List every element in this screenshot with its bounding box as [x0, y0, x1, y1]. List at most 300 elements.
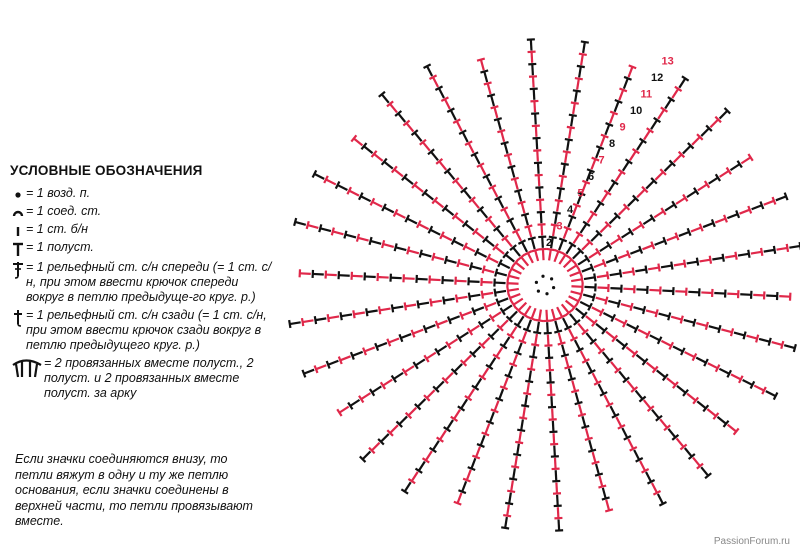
stitch-symbol	[571, 283, 582, 291]
stitch-symbol	[643, 215, 654, 224]
stitch-symbol	[395, 243, 407, 251]
stitch-symbol	[420, 250, 432, 258]
stitch-symbol	[339, 356, 351, 364]
stitch-symbol	[412, 182, 423, 192]
stitch-symbol	[679, 228, 691, 236]
stitch-symbol	[491, 106, 499, 118]
stitch-symbol	[743, 380, 755, 389]
stitch-symbol	[528, 52, 536, 63]
stitch-symbol	[422, 190, 433, 200]
stitch-symbol	[494, 279, 505, 287]
stitch-symbol	[415, 462, 424, 473]
stitch-symbol	[610, 112, 618, 124]
stitch-symbol	[456, 295, 467, 303]
stitch-symbol	[451, 410, 460, 421]
stitch-symbol	[507, 480, 515, 491]
stitch-symbol	[454, 493, 462, 505]
stitch-symbol	[527, 358, 535, 369]
stitch-symbol	[753, 291, 764, 299]
stitch-symbol	[640, 461, 649, 473]
stitch-symbol	[649, 287, 660, 295]
stitch-symbol	[616, 339, 627, 349]
stitch-symbol	[382, 240, 394, 248]
stitch-symbol	[720, 108, 731, 119]
stitch-symbol	[544, 335, 552, 346]
stitch-symbol	[417, 221, 429, 230]
stitch-symbol	[696, 322, 708, 330]
center-chain-dot	[541, 275, 544, 278]
stitch-symbol	[579, 54, 587, 65]
stitch-symbol	[605, 395, 614, 407]
stitch-symbol	[429, 75, 438, 87]
stitch-symbol	[764, 246, 775, 254]
stitch-symbol	[497, 130, 505, 142]
stitch-symbol	[589, 249, 600, 258]
stitch-symbol	[359, 193, 371, 202]
stitch-symbol	[302, 318, 313, 326]
stitch-symbol	[584, 273, 595, 281]
stitch-symbol	[584, 283, 595, 291]
stitch-symbol	[708, 363, 720, 372]
stitch-symbol	[412, 330, 424, 338]
stitch-symbol	[667, 378, 678, 388]
stitch-symbol	[563, 318, 572, 330]
stitch-symbol	[549, 409, 557, 420]
stitch-symbol	[633, 222, 644, 231]
legend-title: УСЛОВНЫЕ ОБОЗНАЧЕНИЯ	[10, 163, 203, 178]
stitch-symbol	[407, 247, 419, 255]
stitch-symbol	[435, 346, 446, 355]
stitch-symbol	[392, 373, 403, 382]
stitch-symbol	[379, 306, 390, 314]
stitch-symbol	[717, 417, 728, 427]
stitch-symbol	[444, 420, 453, 431]
stitch-symbol	[673, 346, 685, 355]
stitch-symbol	[616, 170, 625, 181]
stitch-symbol	[606, 255, 618, 263]
stitch-symbol	[784, 344, 796, 352]
stitch-symbol	[430, 441, 439, 452]
stitch-symbol	[740, 291, 751, 299]
round-label: 8	[609, 138, 616, 150]
stitch-symbol	[547, 372, 555, 383]
stitch-symbol	[405, 302, 416, 310]
stitch-symbol	[539, 249, 547, 260]
legend-item-cluster: = 2 провязанных вместе полуст., 2 полуст. и 2 провязанных вместе полуст. за арку	[10, 356, 275, 401]
stitch-symbol	[564, 227, 572, 239]
stitch-symbol	[661, 341, 673, 350]
stitch-symbol	[596, 297, 608, 305]
stitch-symbol	[766, 292, 777, 300]
stitch-symbol	[487, 94, 495, 106]
stitch-symbol	[443, 297, 454, 305]
stitch-symbol	[777, 244, 788, 252]
stitch-symbol	[602, 190, 611, 201]
stitch-symbol	[533, 138, 541, 149]
stitch-symbol	[493, 244, 504, 254]
stitch-symbol	[372, 151, 383, 161]
stitch-symbol	[575, 392, 583, 404]
stitch-symbol	[642, 242, 654, 250]
stitch-symbol	[473, 228, 484, 238]
stitch-symbol	[429, 226, 441, 235]
stitch-symbol	[652, 483, 661, 495]
stitch-symbol	[543, 310, 551, 321]
stitch-symbol	[495, 269, 507, 277]
stitch-symbol	[523, 320, 531, 332]
stitch-symbol	[472, 379, 481, 390]
stitch-symbol	[481, 278, 492, 286]
stitch-symbol	[525, 225, 533, 237]
stitch-symbol	[679, 76, 688, 87]
stitch-symbol	[587, 362, 596, 374]
stitch-symbol	[442, 276, 453, 284]
stitch-symbol	[511, 456, 519, 467]
stitch-symbol	[687, 394, 698, 404]
stitch-symbol	[588, 211, 597, 222]
center-chain-dot	[535, 281, 538, 284]
stitch-symbol	[751, 248, 762, 256]
round-label: 3	[556, 220, 563, 233]
stitch-symbol	[302, 370, 314, 378]
stitch-symbol	[429, 276, 440, 284]
stitch-symbol	[530, 89, 538, 100]
stitch-symbol	[567, 127, 575, 138]
stitch-symbol	[382, 159, 393, 169]
stitch-symbol	[544, 322, 552, 333]
center-chain-dot	[552, 286, 555, 289]
stitch-symbol	[336, 181, 348, 190]
stitch-symbol	[610, 269, 621, 277]
stitch-symbol	[563, 151, 571, 162]
stitch-symbol	[608, 300, 620, 308]
stitch-symbol	[512, 229, 521, 241]
stitch-symbol	[633, 306, 645, 314]
legend-item-back-post: = 1 рельефный ст. с/н сзади (= 1 ст. с/н, при этом ввести крючок сзади вокруг в петлю предыдущего круг. р.)	[10, 308, 275, 353]
stitch-symbol	[505, 493, 513, 504]
stitch-symbol	[423, 451, 432, 462]
stitch-symbol	[440, 232, 452, 241]
stitch-symbol	[489, 185, 498, 197]
stitch-symbol	[691, 224, 703, 232]
stitch-symbol	[627, 324, 639, 333]
stitch-symbol	[595, 464, 603, 476]
instruction-note: Если значки соединяются внизу, то петли вяжут в одну и ту же петлю основания, если значки соединены в верхней части, то петли провязывают вместе.	[15, 452, 253, 528]
stitch-symbol	[592, 452, 600, 464]
stitch-symbol	[696, 358, 708, 367]
stitch-symbol	[634, 450, 643, 462]
stitch-symbol	[490, 312, 501, 321]
round-label: 11	[640, 88, 653, 101]
stitch-symbol	[525, 371, 533, 382]
stitch-symbol	[610, 406, 619, 418]
stitch-symbol	[413, 359, 424, 368]
stitch-symbol	[592, 307, 604, 316]
stitch-symbol	[457, 259, 469, 267]
stitch-symbol	[507, 218, 516, 230]
stitch-symbol	[553, 483, 561, 494]
stitch-symbol	[363, 347, 375, 355]
stitch-symbol	[532, 126, 540, 137]
stitch-symbol	[577, 66, 585, 77]
stitch-symbol	[638, 330, 650, 339]
stitch-symbol	[319, 224, 331, 232]
stitch-symbol	[576, 308, 587, 318]
stitch-symbol	[546, 359, 554, 370]
round-label: 13	[661, 55, 674, 68]
stitch-symbol	[727, 210, 739, 218]
legend-item-single-crochet: = 1 ст. б/н	[10, 222, 275, 237]
stitch-symbol	[463, 243, 475, 252]
stitch-symbol	[521, 214, 529, 226]
stitch-symbol	[597, 271, 608, 279]
stitch-symbol	[324, 176, 336, 185]
stitch-symbol	[565, 357, 573, 369]
stitch-symbol	[701, 289, 712, 297]
stitch-symbol	[671, 316, 683, 324]
stitch-symbol	[731, 374, 743, 383]
stitch-symbol	[646, 309, 658, 317]
stitch-symbol	[623, 159, 632, 170]
stitch-rays	[289, 39, 800, 530]
stitch-symbol	[622, 428, 631, 440]
stitch-symbol	[712, 254, 723, 262]
stitch-symbol	[483, 174, 492, 186]
stitch-symbol	[600, 242, 611, 251]
stitch-symbol	[392, 166, 403, 176]
stitch-symbol	[551, 446, 559, 457]
stitch-symbol	[442, 205, 453, 215]
stitch-symbol	[616, 417, 625, 429]
stitch-symbol	[430, 299, 441, 307]
stitch-symbol	[545, 347, 553, 358]
stitch-symbol	[357, 234, 369, 242]
stitch-symbol	[477, 163, 486, 175]
stitch-symbol	[375, 343, 387, 351]
stitch-symbol	[294, 218, 306, 226]
stitch-symbol	[739, 206, 751, 214]
stitch-symbol	[629, 65, 637, 77]
stitch-symbol	[495, 289, 506, 297]
stitch-symbol	[455, 277, 466, 285]
stitch-symbol	[662, 287, 673, 295]
stitch-symbol	[636, 355, 647, 365]
stitch-symbol	[636, 286, 647, 294]
stitch-symbol	[416, 275, 427, 283]
stitch-symbol	[703, 219, 715, 227]
stitch-symbol	[535, 310, 543, 321]
stitch-symbol	[730, 161, 741, 170]
stitch-symbol	[674, 260, 685, 268]
stitch-symbol	[566, 242, 575, 253]
stitch-symbol	[535, 187, 543, 198]
stitch-symbol	[529, 346, 537, 357]
stitch-symbol	[573, 232, 582, 243]
stitch-symbol	[547, 249, 555, 260]
stitch-symbol	[623, 285, 634, 293]
legend-item-chain: = 1 возд. п.	[10, 186, 275, 201]
stitch-symbol	[581, 416, 589, 428]
stitch-symbol	[776, 193, 788, 201]
stitch-symbol	[513, 444, 521, 455]
stitch-symbol	[361, 143, 372, 153]
stitch-symbol	[578, 255, 589, 264]
stitch-symbol	[667, 233, 679, 241]
stitch-symbol	[677, 386, 688, 396]
stitch-symbol	[676, 195, 687, 204]
stitch-symbol	[599, 384, 608, 396]
stitch-symbol	[366, 308, 377, 316]
stitch-symbol	[779, 293, 790, 301]
stitch-symbol	[581, 41, 589, 52]
stitch-symbol	[766, 391, 778, 400]
stitch-symbol	[494, 118, 502, 130]
stitch-symbol	[658, 107, 667, 118]
stitch-symbol	[453, 119, 462, 131]
stitch-symbol	[417, 300, 428, 308]
stitch-symbol	[514, 316, 523, 327]
stitch-symbol	[300, 269, 311, 277]
stitch-symbol	[531, 113, 539, 124]
stitch-symbol	[480, 70, 488, 82]
stitch-symbol	[508, 166, 516, 178]
stitch-symbol	[379, 92, 389, 103]
stitch-symbol	[387, 339, 399, 347]
round-label: 5	[577, 187, 584, 200]
stitch-symbol	[496, 298, 508, 306]
stitch-symbol	[501, 142, 509, 154]
stitch-symbol	[573, 204, 581, 216]
stitch-symbol	[501, 305, 512, 314]
stitch-symbol	[571, 381, 579, 393]
stitch-symbol	[307, 221, 319, 229]
stitch-symbol	[359, 393, 370, 402]
stitch-symbol	[402, 174, 413, 184]
stitch-symbol	[339, 271, 350, 279]
stitch-symbol	[507, 279, 518, 287]
round-label: 2	[546, 237, 553, 249]
stitch-symbol	[558, 333, 566, 345]
stitch-symbol	[453, 213, 464, 223]
stitch-symbol	[672, 87, 681, 98]
stitch-symbol	[352, 272, 363, 280]
stitch-symbol	[435, 86, 444, 98]
round-label: 7	[598, 154, 605, 167]
stitch-symbol	[479, 319, 490, 328]
stitch-symbol	[571, 102, 579, 113]
center-chain-dot	[537, 290, 540, 293]
stitch-symbol	[370, 386, 381, 395]
stitch-symbol	[463, 221, 474, 231]
stitch-symbol	[611, 235, 622, 244]
stitch-symbol	[475, 248, 487, 257]
stitch-symbol	[550, 433, 558, 444]
stitch-symbol	[596, 324, 607, 334]
stitch-symbol	[511, 178, 519, 190]
stitch-symbol	[714, 290, 725, 298]
stitch-symbol	[661, 262, 672, 270]
stitch-symbol	[759, 338, 771, 346]
stitch-symbol	[351, 352, 363, 360]
stitch-symbol	[405, 215, 417, 224]
stitch-symbol	[619, 88, 627, 100]
stitch-symbol	[432, 253, 444, 261]
stitch-symbol	[465, 389, 474, 400]
stitch-symbol	[538, 224, 546, 235]
stitch-symbol	[665, 97, 674, 108]
stitch-symbol	[403, 366, 414, 375]
stitch-symbol	[332, 228, 344, 236]
stitch-symbol	[470, 262, 482, 270]
stitch-symbol	[457, 332, 468, 341]
stitch-symbol	[531, 249, 539, 261]
stitch-symbol	[515, 432, 523, 443]
stitch-symbol	[445, 256, 457, 264]
stitch-symbol	[517, 419, 525, 430]
stitch-symbol	[401, 482, 410, 493]
stitch-symbol	[555, 519, 563, 530]
stitch-symbol	[353, 310, 364, 318]
stitch-symbol	[507, 287, 518, 295]
stitch-symbol	[468, 458, 476, 470]
stitch-symbol	[326, 271, 337, 279]
stitch-symbol	[486, 412, 494, 424]
stitch-symbol	[618, 251, 630, 259]
stitch-symbol	[565, 139, 573, 150]
stitch-symbol	[472, 447, 480, 459]
stitch-symbol	[521, 395, 529, 406]
stitch-symbol	[552, 470, 560, 481]
stitch-symbol	[448, 316, 460, 324]
stitch-symbol	[484, 82, 492, 94]
watermark: PassionForum.ru	[713, 536, 790, 547]
stitch-symbol	[507, 327, 516, 338]
stitch-symbol	[734, 332, 746, 340]
stitch-symbol	[533, 150, 541, 161]
stitch-symbol	[623, 268, 634, 276]
stitch-symbol	[557, 188, 565, 199]
stitch-symbol	[289, 320, 300, 328]
stitch-symbol	[370, 237, 382, 245]
stitch-symbol	[573, 90, 581, 101]
stitch-symbol	[501, 207, 510, 219]
stitch-symbol	[505, 366, 513, 378]
stitch-symbol	[529, 76, 537, 87]
stitch-symbol	[530, 101, 538, 112]
stitch-symbol	[559, 176, 567, 187]
stitch-symbol	[609, 180, 618, 191]
stitch-symbol	[495, 196, 504, 208]
stitch-symbol	[500, 337, 509, 348]
round-label: 9	[619, 121, 626, 134]
stitch-symbol	[491, 401, 499, 413]
legend-item-front-post: = 1 рельефный ст. с/н спереди (= 1 ст. с/н, при этом ввести крючок спереди вокруг в петлю предыдуще-го круг. р.)	[10, 260, 275, 305]
stitch-symbol	[463, 470, 471, 482]
stitch-symbol	[513, 259, 524, 269]
stitch-symbol	[408, 472, 417, 483]
stitch-symbol	[465, 141, 474, 153]
stitch-symbol	[622, 228, 633, 237]
stitch-symbol	[471, 152, 480, 164]
stitch-symbol	[399, 334, 411, 342]
stitch-symbol	[719, 369, 731, 378]
stitch-symbol	[503, 252, 514, 262]
stitch-symbol	[569, 329, 578, 341]
stitch-symbol	[665, 201, 676, 210]
stitch-symbol	[472, 307, 484, 315]
stitch-symbol	[518, 240, 527, 252]
stitch-symbol	[340, 312, 351, 320]
